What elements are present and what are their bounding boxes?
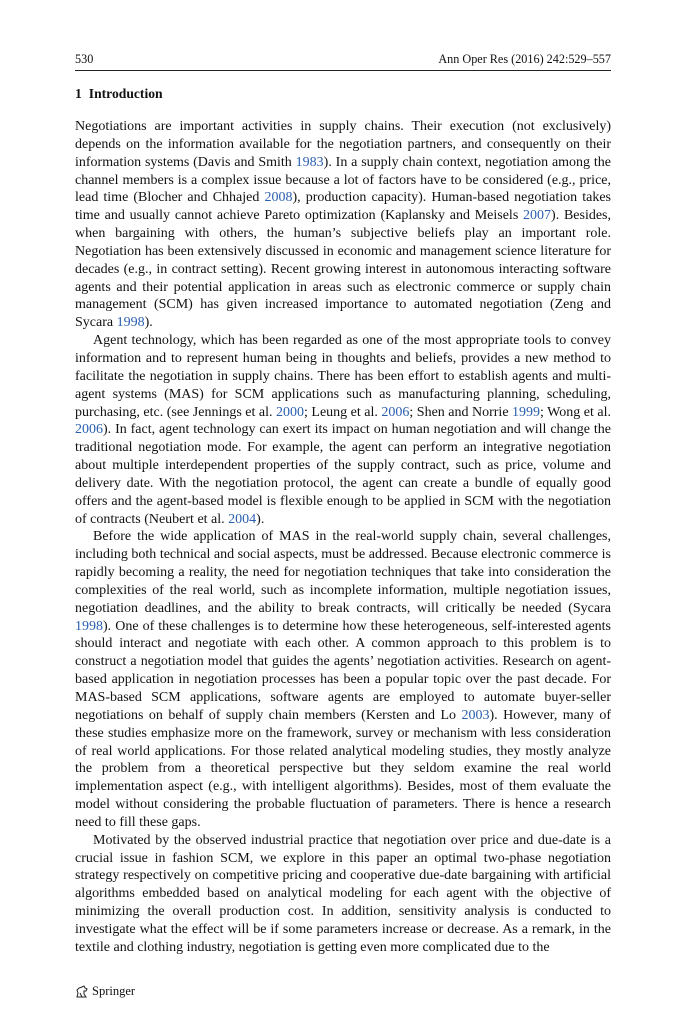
text-run: ), production capacity). Human-based negotiation takes time and usually cannot achieve Pareto optimization (Kaplansky and Meisels — [75, 190, 611, 224]
journal-citation: Ann Oper Res (2016) 242:529–557 — [438, 52, 611, 66]
text-run: Before the wide application of MAS in the real-world supply chain, several challenges, including both technical and social aspects, must be addressed. Because electronic commerce is rapidly becoming a reality, the need for negotiation techniques that take into consideration the complexities of the real world, such as incomplete information, multiple negotiation issues, negotiation deadlines, and the ability to break contracts, will critically be needed (Sycara — [75, 529, 611, 616]
paragraph — [75, 332, 611, 528]
text-run: ; Wong et al. — [540, 404, 611, 420]
citation-link[interactable]: 1999 — [512, 404, 541, 420]
text-run: ). — [144, 315, 153, 331]
text-run: ). — [256, 511, 265, 527]
text-run: ). However, many of these studies emphasize more on the framework, survey or mechanism with less consideration of real world applications. For those related analytical modeling studies, they mostly analyze the problem from a theoretical perspective but they seldom examine the real world implementation aspect (e.g., with intelligent algorithms). Besides, most of them evaluate the model without considering the probable fluctuation of parameters. There is hence a research need to fill these gaps. — [75, 707, 611, 830]
text-run: ). In fact, agent technology can exert its impact on human negotiation and will change the traditional negotiation mode. For example, the agent can perform an integrative negotiation about multiple interdependent properties of the supply contract, such as price, volume and delivery date. With the negotiation protocol, the agent can create a bundle of equally good offers and the agent-based model is flexible enough to be applied in SCM with the negotiation of contracts (Neubert et al. — [75, 422, 611, 527]
citation-link[interactable]: 1998 — [75, 618, 103, 634]
citation-link[interactable]: 2008 — [264, 190, 293, 206]
text-run: ). Besides, when bargaining with others, the human’s subjective beliefs play an important role. Negotiation has been extensively discussed in economic and management science literature for decades (e.g., in contract setting). Recent growing interest in autonomous interacting software agents and their potential application in areas such as electronic commerce or supply chain management (SCM) has given increased importance to automated negotiation (Zeng and Sycara — [75, 208, 612, 331]
paragraph — [75, 832, 611, 957]
publisher-footer — [75, 984, 135, 999]
body-text — [75, 118, 611, 957]
citation-link[interactable]: 2006 — [75, 422, 103, 438]
springer-horse-icon — [75, 985, 89, 999]
citation-link[interactable]: 1983 — [295, 154, 324, 170]
citation-link[interactable]: 2003 — [461, 707, 490, 723]
text-run: ; Leung et al. — [304, 404, 382, 420]
section-number: 1 — [75, 86, 82, 101]
citation-link[interactable]: 2004 — [228, 511, 257, 527]
text-run: ; Shen and Norrie — [409, 404, 513, 420]
citation-link[interactable]: 2006 — [381, 404, 410, 420]
citation-link[interactable]: 1998 — [116, 315, 145, 331]
text-run: ). In a supply chain context, negotiation among the channel members is a complex issue because a lot of factors have to be considered (e.g., price, lead time (Blocher and Chhajed — [75, 154, 611, 206]
section-heading — [75, 86, 163, 102]
text-run: Agent technology, which has been regarded as one of the most appropriate tools to convey information and to represent human being in thoughts and beliefs, provides a new method to facilitate the negotiation in supply chains. There has been effort to establish agents and multi-agent systems (MAS) for SCM applications such as manufacturing planning, scheduling, purchasing, etc. (see Jennings et al. — [75, 333, 611, 420]
citation-link[interactable]: 2007 — [523, 208, 552, 224]
page-number: 530 — [75, 52, 94, 66]
running-header — [75, 52, 611, 71]
section-title: Introduction — [88, 86, 163, 101]
citation-link[interactable]: 2000 — [276, 404, 305, 420]
paragraph — [75, 528, 611, 831]
text-run: ). One of these challenges is to determine how these heterogeneous, self-interested agents should interact and negotiate with each other. A common approach to this problem is to construct a negotiation model that guides the agents’ negotiation activities. Research on agent-based application in negotiation processes has been a popular topic over the past decade. For MAS-based SCM applications, software agents are employed to automate buyer-seller negotiations on behalf of supply chain members (Kersten and Lo — [75, 618, 611, 723]
text-run: Negotiations are important activities in supply chains. Their execution (not exclusively) depends on the information available for the negotiation partners, and consequently on their information systems (Davis and Smith — [75, 119, 611, 170]
publisher-name: Springer — [92, 984, 136, 998]
text-run: Motivated by the observed industrial practice that negotiation over price and due-date is a crucial issue in fashion SCM, we explore in this paper an optimal two-phase negotiation strategy respectively on competitive pricing and cooperative due-date bargaining with artificial algorithms embedded based on analytical modeling for each agent with the objective of minimizing the overall production cost. In addition, sensitivity analysis is conducted to investigate what the effect will be if some parameters increase or decrease. As a remark, in the textile and clothing industry, negotiation is getting even more complicated due to the — [75, 832, 611, 955]
paragraph — [75, 118, 611, 332]
